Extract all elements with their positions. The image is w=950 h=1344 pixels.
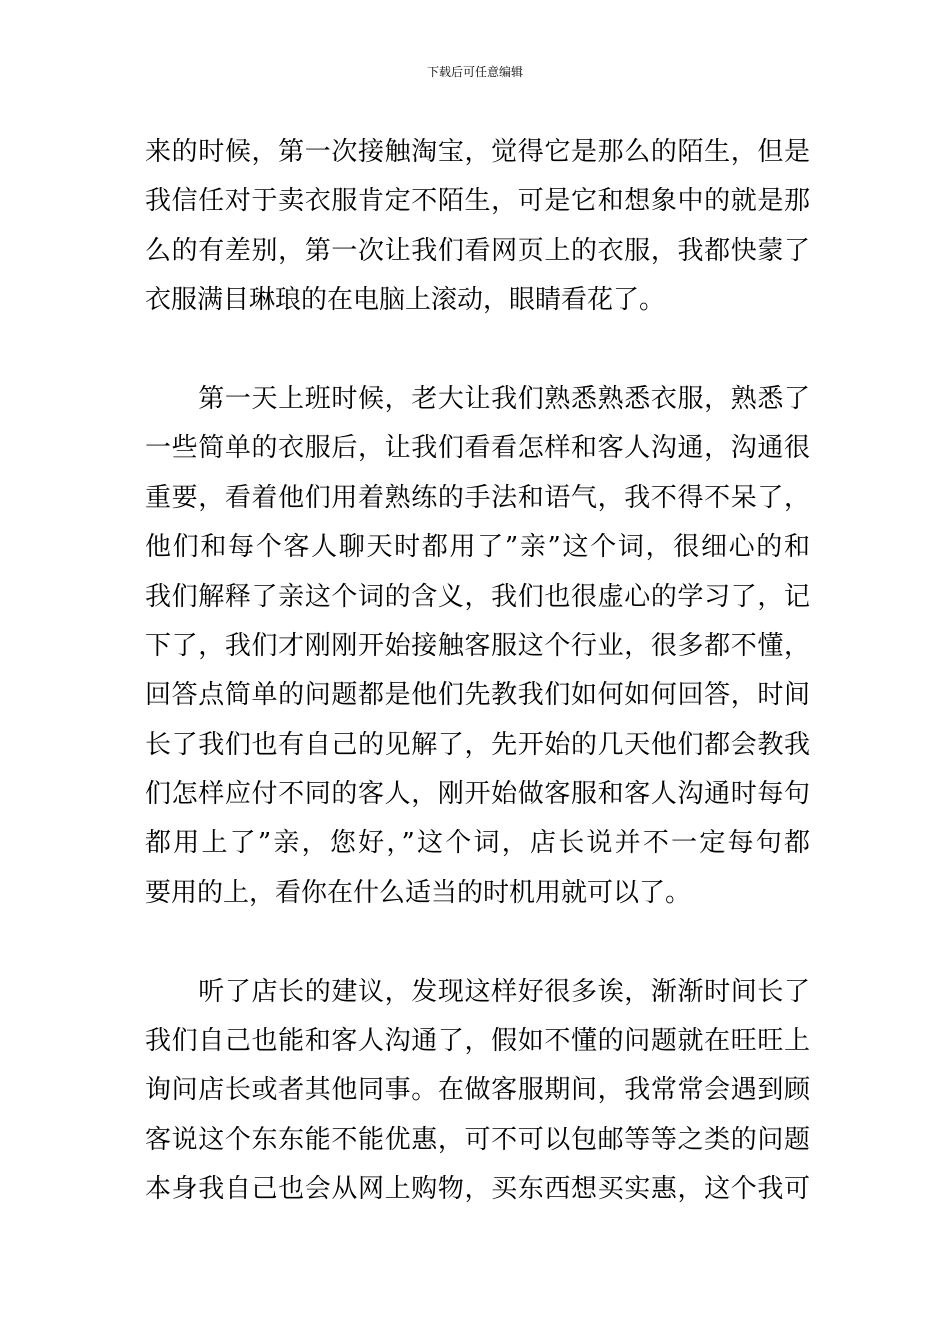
- text-line: 一些简单的衣服后，让我们看看怎样和客人沟通，沟通很: [145, 433, 810, 464]
- text-line: 本身我自己也会从网上购物，买东西想买实惠，这个我可: [145, 1174, 810, 1205]
- text-line: 听了店长的建议，发现这样好很多诶，渐渐时间长了: [145, 976, 810, 1007]
- text-line: 长了我们也有自己的见解了，先开始的几天他们都会教我: [145, 729, 810, 760]
- text-line: 我们解释了亲这个词的含义，我们也很虚心的学习了，记: [145, 581, 810, 612]
- body-text: [145, 128, 810, 1215]
- text-line: 我信任对于卖衣服肯定不陌生，可是它和想象中的就是那: [145, 186, 810, 217]
- text-line: 第一天上班时候，老大让我们熟悉熟悉衣服，熟悉了: [145, 383, 810, 414]
- text-line: 询问店长或者其他同事。在做客服期间，我常常会遇到顾: [145, 1075, 810, 1106]
- paragraph-gap: [145, 326, 810, 375]
- text-line: 衣服满目琳琅的在电脑上滚动，眼睛看花了。: [145, 285, 666, 316]
- text-line: 他们和每个客人聊天时都用了”亲”这个词，很细心的和: [145, 532, 810, 563]
- paragraph-3: [145, 968, 810, 1215]
- text-line: 下了，我们才刚刚开始接触客服这个行业，很多都不懂，: [145, 630, 810, 661]
- text-line: 来的时候，第一次接触淘宝，觉得它是那么的陌生，但是: [145, 137, 810, 167]
- text-line: 么的有差别，第一次让我们看网页上的衣服，我都快蒙了: [145, 235, 810, 266]
- paragraph-gap: [145, 918, 810, 967]
- text-line: 要用的上，看你在什么适当的时机用就可以了。: [145, 877, 692, 908]
- text-line: 们怎样应付不同的客人，刚开始做客服和客人沟通时每句: [145, 779, 810, 810]
- text-line: 回答点简单的问题都是他们先教我们如何如何回答，时间: [145, 680, 810, 711]
- text-line: 我们自己也能和客人沟通了，假如不懂的问题就在旺旺上: [145, 1026, 810, 1057]
- text-line: 都用上了”亲，您好，”这个词，店长说并不一定每句都: [145, 828, 810, 859]
- text-line: 重要，看着他们用着熟练的手法和语气，我不得不呆了，: [145, 482, 810, 513]
- text-line: 客说这个东东能不能优惠，可不可以包邮等等之类的问题: [145, 1124, 810, 1155]
- paragraph-2: [145, 375, 810, 918]
- header-note: 下载后可任意编辑: [426, 65, 523, 79]
- paragraph-1: [145, 128, 810, 326]
